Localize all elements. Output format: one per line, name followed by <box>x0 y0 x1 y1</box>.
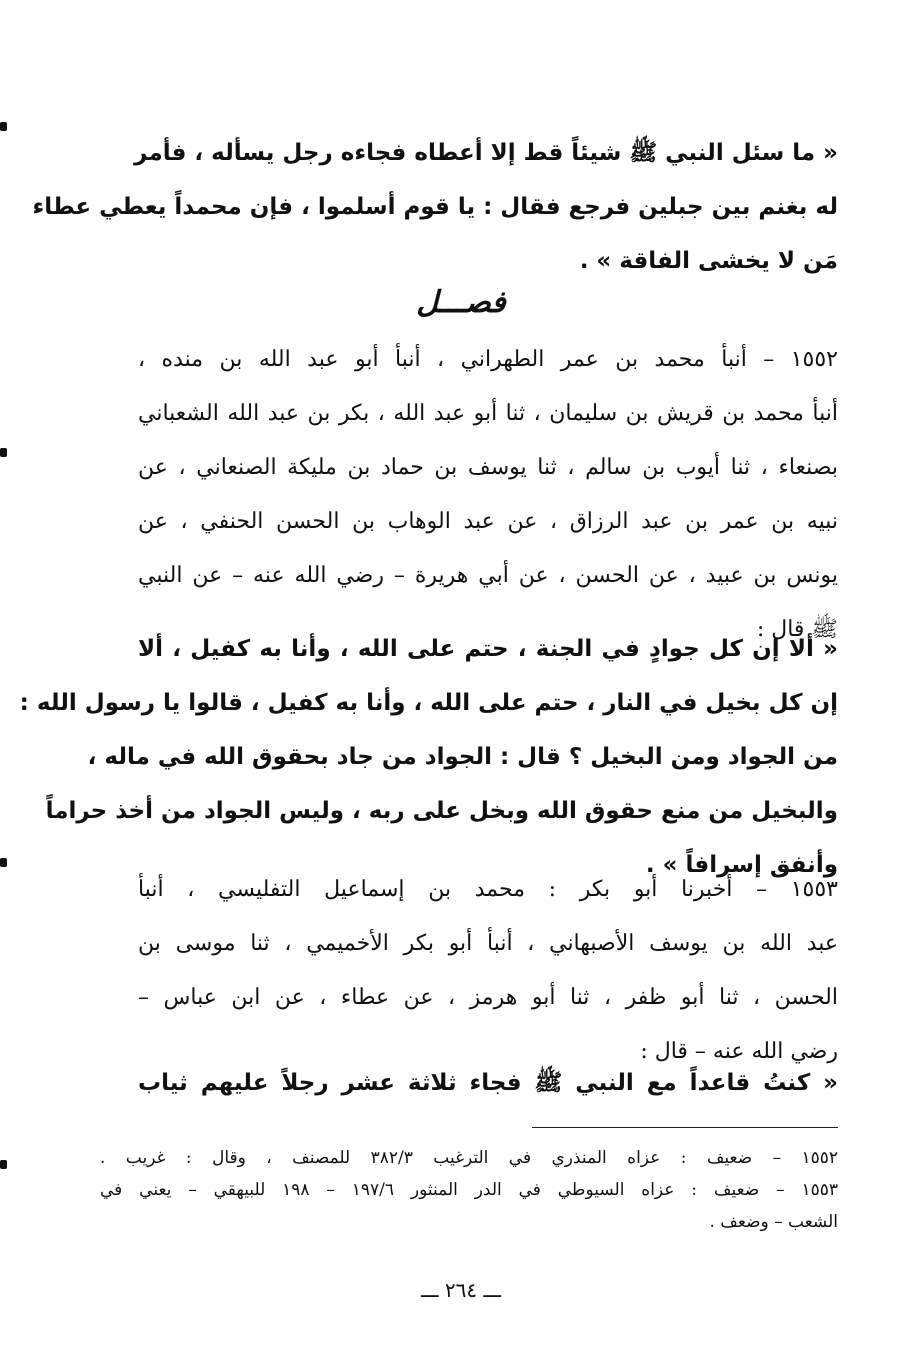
text-line: ١٥٥٣ – أخبرنا أبو بكر : محمد بن إسماعيل التفليسي ، أنبأ <box>138 877 838 902</box>
text-line: رضي الله عنه – قال : <box>640 1039 838 1064</box>
text-line: نبيه بن عمر بن عبد الرزاق ، عن عبد الوهاب بن الحسن الحنفي ، عن <box>138 509 838 534</box>
margin-mark <box>0 448 7 457</box>
text-line: ١٥٥٢ – أنبأ محمد بن عمر الطهراني ، أنبأ أبو عبد الله بن منده ، <box>138 347 838 372</box>
page-number: ـــ ٢٦٤ ـــ <box>420 1278 502 1302</box>
text-line: إن كل بخيل في النار ، حتم على الله ، وأنا به كفيل ، قالوا يا رسول الله : <box>19 690 838 716</box>
margin-mark <box>0 858 7 867</box>
text-line: الحسن ، ثنا أبو ظفر ، ثنا أبو هرمز ، عن عطاء ، عن ابن عباس – <box>138 985 838 1010</box>
text-line: من الجواد ومن البخيل ؟ قال : الجواد من جاد بحقوق الله في ماله ، <box>87 744 838 770</box>
quote-paragraph-1 <box>32 126 838 288</box>
margin-mark <box>0 1160 7 1169</box>
text-line: والبخيل من منع حقوق الله وبخل على ربه ، وليس الجواد من أخذ حراماً <box>45 798 838 824</box>
text-line: عبد الله بن يوسف الأصبهاني ، أنبأ أبو بكر الأخميمي ، ثنا موسى بن <box>138 931 838 956</box>
text-line: ﷺ قال : <box>756 617 838 642</box>
hadith-1553-isnad <box>138 863 838 1079</box>
quote-paragraph-2 <box>19 622 838 892</box>
text-line: يونس بن عبيد ، عن الحسن ، عن أبي هريرة – رضي الله عنه – عن النبي <box>138 563 838 588</box>
text-line: « ما سئل النبي ﷺ شيئاً قط إلا أعطاه فجاءه رجل يسأله ، فأمر <box>134 140 838 166</box>
text-line: له بغنم بين جبلين فرجع فقال : يا قوم أسلموا ، فإن محمداً يعطي عطاء <box>32 194 838 220</box>
footnote-line: الشعب – وضعف . <box>709 1212 838 1232</box>
footnote-line: ١٥٥٣ – ضعيف : عزاه السيوطي في الدر المنثور ١٩٧/٦ – ١٩٨ للبيهقي – يعني في <box>100 1180 838 1200</box>
footnote-divider <box>532 1127 838 1128</box>
text-line: بصنعاء ، ثنا أيوب بن سالم ، ثنا يوسف بن حماد بن مليكة الصنعاني ، عن <box>138 455 838 480</box>
text-line: أنبأ محمد بن قريش بن سليمان ، ثنا أبو عبد الله ، بكر بن عبد الله الشعباني <box>138 401 838 426</box>
text-line: « ألا إن كل جوادٍ في الجنة ، حتم على الله ، وأنا به كفيل ، ألا <box>138 636 838 662</box>
footnote-line: ١٥٥٢ – ضعيف : عزاه المنذري في الترغيب ٣٨٢/٣ للمصنف ، وقال : غريب . <box>100 1148 838 1168</box>
text-line: وأنفق إسرافاً » . <box>645 852 838 878</box>
margin-mark <box>0 122 7 131</box>
text-line: مَن لا يخشى الفاقة » . <box>579 248 838 274</box>
footnotes <box>100 1142 838 1238</box>
quote-paragraph-3 <box>138 1056 838 1110</box>
section-title: فصـــل <box>416 285 506 320</box>
hadith-1552-isnad <box>138 333 838 657</box>
text-line: « كنتُ قاعداً مع النبي ﷺ فجاء ثلاثة عشر رجلاً عليهم ثياب <box>138 1070 838 1096</box>
